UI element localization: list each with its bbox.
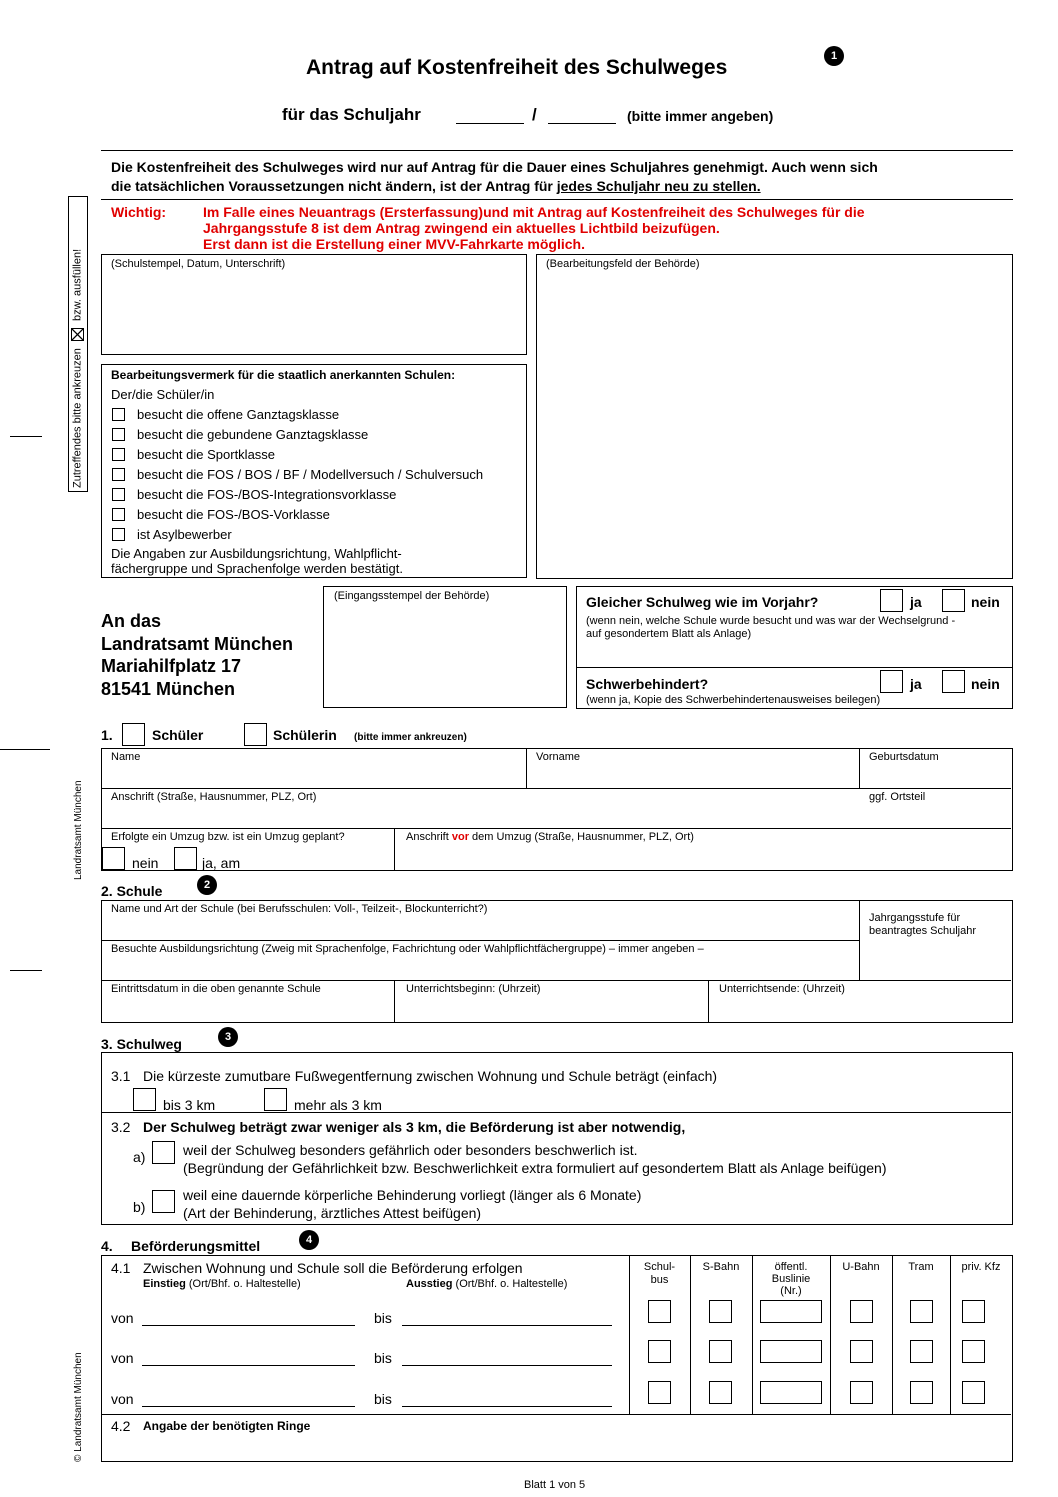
distance-lt3-checkbox[interactable] (133, 1088, 156, 1111)
to-label: bis (374, 1350, 392, 1366)
reason-a-label: a) (133, 1149, 146, 1165)
important-label: Wichtig: (111, 204, 167, 220)
checkbox-fos-bos[interactable] (112, 468, 125, 481)
col-schoolbus-header: Schul- bus (643, 1261, 676, 1286)
disabled-no-checkbox[interactable] (942, 670, 965, 693)
reason-dangerous-text: weil der Schulweg besonders gefährlich oder besonders beschwerlich ist. (183, 1142, 638, 1158)
move-yes-checkbox[interactable] (174, 847, 197, 870)
section-1-number: 1. (101, 727, 113, 743)
reason-disability-checkbox[interactable] (152, 1190, 175, 1213)
col-bus-header: öffentl. Buslinie (Nr.) (771, 1261, 811, 1297)
disabled-question: Schwerbehindert? (586, 676, 709, 692)
from-label: von (111, 1391, 134, 1407)
col-divider (859, 749, 860, 788)
col-ubahn-header: U-Bahn (842, 1261, 880, 1273)
checkbox-asylbewerber[interactable] (112, 528, 125, 541)
class-start-field[interactable]: Unterrichtsbeginn: (Uhrzeit) (406, 983, 541, 995)
q32-text: Der Schulweg beträgt zwar weniger als 3 km, die Beförderung ist aber notwendig, (143, 1119, 686, 1135)
q41-number: 4.1 (111, 1260, 131, 1276)
schoolbus-checkbox-3[interactable] (648, 1381, 671, 1404)
sbahn-checkbox-3[interactable] (709, 1381, 732, 1404)
checkbox-offene-ganztagsklasse[interactable] (112, 408, 125, 421)
q41-text: Zwischen Wohnung und Schule soll die Beförderung erfolgen (143, 1260, 523, 1276)
option-label: besucht die gebundene Ganztagsklasse (137, 427, 369, 442)
processing-subtitle: Der/die Schüler/in (111, 387, 215, 402)
from-field-2[interactable] (142, 1350, 355, 1366)
section-4-number: 4. (101, 1238, 113, 1254)
same-route-question: Gleicher Schulweg wie im Vorjahr? (586, 594, 819, 610)
disabled-no-label: nein (971, 676, 1000, 692)
reason-dangerous-checkbox[interactable] (152, 1141, 175, 1164)
row-divider (102, 828, 1011, 829)
grade-field-label-2: beantragtes Schuljahr (869, 925, 977, 937)
col-divider (859, 901, 860, 980)
address-field[interactable]: Anschrift (Straße, Hausnummer, PLZ, Ort) (111, 791, 317, 803)
from-field-1[interactable] (142, 1310, 355, 1326)
entry-date-field[interactable]: Eintrittsdatum in die oben genannte Schule (111, 983, 321, 995)
transport-box (101, 1255, 1013, 1462)
col-divider (950, 1256, 951, 1414)
option-label: besucht die offene Ganztagsklasse (137, 407, 340, 422)
distance-lt3-label: bis 3 km (163, 1097, 216, 1113)
row-divider (102, 1414, 1011, 1415)
ubahn-checkbox-1[interactable] (850, 1300, 873, 1323)
marker-4: 4 (299, 1230, 319, 1250)
student-male-label: Schüler (152, 727, 204, 743)
fold-mark-3 (10, 970, 42, 971)
to-label: bis (374, 1391, 392, 1407)
page-footer: Blatt 1 von 5 (524, 1479, 586, 1491)
bus-number-field-2[interactable] (760, 1340, 822, 1363)
option-label: ist Asylbewerber (137, 527, 232, 542)
district-field[interactable]: ggf. Ortsteil (869, 791, 926, 803)
side-label-copyright: © Landratsamt München (73, 1352, 84, 1462)
alighting-header: Ausstieg (Ort/Bhf. o. Haltestelle) (406, 1278, 568, 1290)
student-female-label: Schülerin (273, 727, 337, 743)
col-divider (394, 980, 395, 1022)
checkbox-integrationsvorklasse[interactable] (112, 488, 125, 501)
car-checkbox-1[interactable] (962, 1300, 985, 1323)
row-divider (102, 980, 1011, 981)
q42-text: Angabe der benötigten Ringe (143, 1419, 311, 1433)
intro-line-1: Die Kostenfreiheit des Schulweges wird nur auf Antrag für die Dauer eines Schuljahres genehmigt. Auch wenn sich (111, 159, 878, 175)
car-checkbox-2[interactable] (962, 1340, 985, 1363)
same-route-yes-checkbox[interactable] (880, 589, 903, 612)
entry-stamp-label: (Eingangsstempel der Behörde) (334, 590, 490, 602)
sbahn-checkbox-1[interactable] (709, 1300, 732, 1323)
to-field-2[interactable] (402, 1350, 612, 1366)
col-divider (394, 828, 395, 870)
reason-dangerous-note: (Begründung der Gefährlichkeit bzw. Beschwerlichkeit extra formuliert auf gesondertem Blatt als Anlage beifügen) (183, 1160, 887, 1176)
recipient-address: An das Landratsamt München Mariahilfplatz 17 81541 München (101, 611, 294, 699)
processing-title: Bearbeitungsvermerk für die staatlich anerkannten Schulen: (111, 368, 456, 382)
intro-line-2: die tatsächlichen Voraussetzungen nicht ändern, ist der Antrag für jedes Schuljahr neu zu stellen. (111, 178, 761, 194)
reason-disability-text: weil eine dauernde körperliche Behinderung vorliegt (länger als 6 Monate) (183, 1187, 642, 1203)
fold-mark-1 (10, 436, 42, 437)
checkbox-gebundene-ganztagsklasse[interactable] (112, 428, 125, 441)
from-label: von (111, 1350, 134, 1366)
col-tram-header: Tram (908, 1261, 934, 1273)
option-label: besucht die Sportklasse (137, 447, 276, 462)
marker-3: 3 (218, 1027, 238, 1047)
row-divider (102, 788, 1011, 789)
col-divider (830, 1256, 831, 1414)
move-yes-label: ja, am (202, 855, 241, 871)
schoolbus-checkbox-1[interactable] (648, 1300, 671, 1323)
student-data-table (101, 748, 1013, 871)
student-female-checkbox[interactable] (244, 723, 267, 746)
tram-checkbox-3[interactable] (910, 1381, 933, 1404)
disabled-note: (wenn ja, Kopie des Schwerbehindertenausweises beilegen) (586, 694, 881, 706)
bus-number-field-3[interactable] (760, 1381, 822, 1404)
section-3-title: 3. Schulweg (101, 1036, 182, 1052)
same-route-box (576, 586, 1013, 668)
move-no-checkbox[interactable] (102, 847, 125, 870)
col-car-header: priv. Kfz (961, 1261, 1001, 1273)
reason-b-label: b) (133, 1199, 146, 1215)
same-route-yes-label: ja (910, 594, 922, 610)
reason-disability-note: (Art der Behinderung, ärztliches Attest beifügen) (183, 1205, 482, 1221)
tram-checkbox-1[interactable] (910, 1300, 933, 1323)
ubahn-checkbox-2[interactable] (850, 1340, 873, 1363)
school-name-field[interactable]: Name und Art der Schule (bei Berufsschulen: Voll-, Teilzeit-, Blockunterricht?) (111, 903, 488, 915)
birthdate-field[interactable]: Geburtsdatum (869, 751, 939, 763)
checkbox-vorklasse[interactable] (112, 508, 125, 521)
school-year-label: für das Schuljahr (282, 105, 421, 124)
from-label: von (111, 1310, 134, 1326)
marker-2: 2 (197, 875, 217, 895)
previous-address-field[interactable]: Anschrift vor dem Umzug (Straße, Hausnummer, PLZ, Ort) (406, 831, 694, 843)
school-stamp-box[interactable] (101, 254, 527, 355)
side-instruction-text: Zutreffendes bitte ankreuzen bzw. ausfüllen! (71, 248, 84, 488)
disabled-yes-label: ja (910, 676, 922, 692)
checkbox-sportklasse[interactable] (112, 448, 125, 461)
grade-field-label-1[interactable]: Jahrgangsstufe für (869, 912, 961, 924)
tram-checkbox-2[interactable] (910, 1340, 933, 1363)
checked-box-icon (71, 328, 84, 341)
school-table (101, 900, 1013, 1023)
same-route-no-checkbox[interactable] (942, 589, 965, 612)
authority-field-box[interactable] (536, 254, 1013, 579)
processing-footer-1: Die Angaben zur Ausbildungsrichtung, Wahlpflicht- (111, 546, 402, 561)
col-sbahn-header: S-Bahn (702, 1261, 740, 1273)
header-divider (101, 150, 1013, 151)
student-male-checkbox[interactable] (122, 723, 145, 746)
school-stamp-label: (Schulstempel, Datum, Unterschrift) (111, 258, 286, 270)
row-divider (102, 1112, 1011, 1113)
distance-gt3-checkbox[interactable] (264, 1088, 287, 1111)
page-title: Antrag auf Kostenfreiheit des Schulweges (306, 56, 728, 79)
school-year-separator: / (532, 105, 537, 124)
col-divider (526, 749, 527, 788)
school-year-note: (bitte immer angeben) (627, 108, 774, 124)
col-divider (892, 1256, 893, 1414)
course-field[interactable]: Besuchte Ausbildungsrichtung (Zweig mit Sprachenfolge, Fachrichtung oder Wahlpflichtfächergruppe) – immer angeben – (111, 943, 704, 955)
car-checkbox-3[interactable] (962, 1381, 985, 1404)
disabled-yes-checkbox[interactable] (880, 670, 903, 693)
processing-footer-2: fächergruppe und Sprachenfolge werden bestätigt. (111, 561, 403, 576)
bus-number-field-1[interactable] (760, 1300, 822, 1323)
school-year-end-field[interactable] (548, 106, 616, 124)
intro-divider (101, 199, 1013, 200)
disabled-box (576, 667, 1013, 709)
q31-text: Die kürzeste zumutbare Fußwegentfernung zwischen Wohnung und Schule beträgt (einfach) (143, 1068, 718, 1084)
side-label-office: Landratsamt München (73, 780, 84, 880)
important-text: Im Falle eines Neuantrags (Ersterfassung)und mit Antrag auf Kostenfreiheit des Schulweges für die Jahrgangsstufe 8 ist dem Antrag zwingend ein aktuelles Lichtbild beizufügen. Erst dann ist die Erstellung einer MVV-Fahrkarte möglich. (203, 204, 865, 252)
class-end-field[interactable]: Unterrichtsende: (Uhrzeit) (719, 983, 845, 995)
distance-gt3-label: mehr als 3 km (294, 1097, 382, 1113)
move-question: Erfolgte ein Umzug bzw. ist ein Umzug geplant? (111, 831, 345, 843)
entry-stamp-box[interactable] (323, 586, 567, 708)
section-4-title: Beförderungsmittel (131, 1238, 261, 1254)
option-label: besucht die FOS-/BOS-Vorklasse (137, 507, 330, 522)
marker-1: 1 (824, 46, 844, 66)
to-label: bis (374, 1310, 392, 1326)
sbahn-checkbox-2[interactable] (709, 1340, 732, 1363)
processing-note-box (101, 364, 527, 578)
same-route-no-label: nein (971, 594, 1000, 610)
school-route-box (101, 1052, 1013, 1225)
boarding-header: Einstieg (Ort/Bhf. o. Haltestelle) (143, 1278, 301, 1290)
authority-field-label: (Bearbeitungsfeld der Behörde) (546, 258, 700, 270)
ubahn-checkbox-3[interactable] (850, 1381, 873, 1404)
rings-field[interactable] (102, 1436, 1011, 1460)
from-field-3[interactable] (142, 1391, 355, 1407)
q31-number: 3.1 (111, 1068, 131, 1084)
option-label: besucht die FOS / BOS / BF / Modellversuch / Schulversuch (137, 467, 484, 482)
fold-mark-2 (0, 749, 50, 750)
same-route-note-2: auf gesondertem Blatt als Anlage) (586, 628, 752, 640)
option-label: besucht die FOS-/BOS-Integrationsvorklasse (137, 487, 397, 502)
move-no-label: nein (132, 855, 159, 871)
col-divider (690, 1256, 691, 1414)
name-field[interactable]: Name (111, 751, 141, 763)
firstname-field[interactable]: Vorname (536, 751, 581, 763)
col-divider (708, 980, 709, 1022)
to-field-3[interactable] (402, 1391, 612, 1407)
same-route-note-1: (wenn nein, welche Schule wurde besucht und was war der Wechselgrund - (586, 615, 956, 627)
school-year-start-field[interactable] (456, 106, 524, 124)
to-field-1[interactable] (402, 1310, 612, 1326)
schoolbus-checkbox-2[interactable] (648, 1340, 671, 1363)
section-2-title: 2. Schule (101, 883, 163, 899)
student-gender-note: (bitte immer ankreuzen) (354, 732, 467, 743)
q42-number: 4.2 (111, 1418, 131, 1434)
row-divider (102, 940, 859, 941)
q32-number: 3.2 (111, 1119, 131, 1135)
